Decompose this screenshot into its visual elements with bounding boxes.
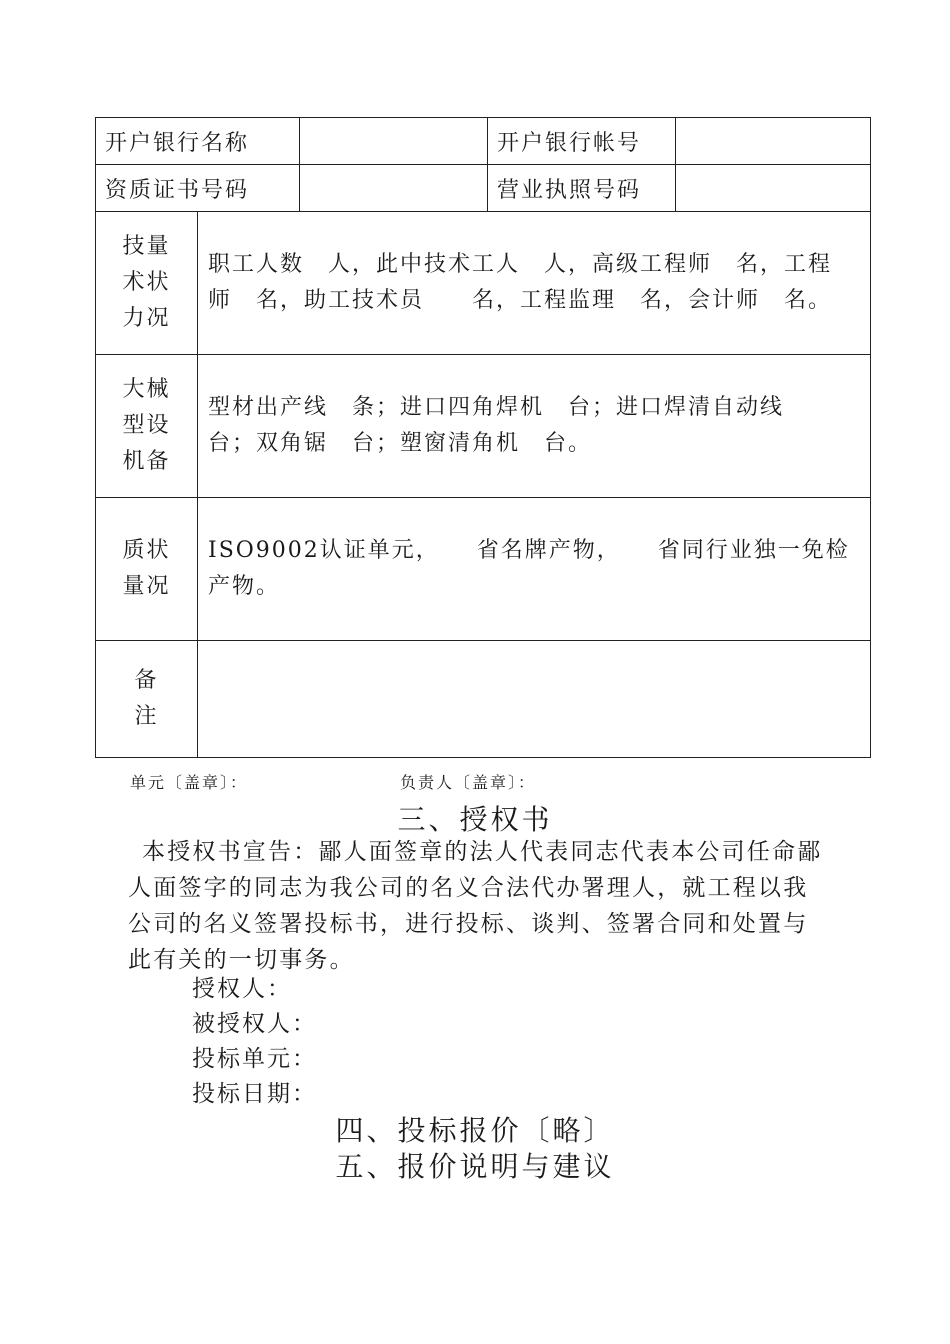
equipment-text: 型材出产线 条；进口四角焊机 台；进口焊清自动线 台；双角锯 台；塑窗清角机 台。 [198,355,871,498]
tech-strength-label [96,212,198,355]
company-info-table [95,117,871,758]
person-stamp-label: 负责人〔盖章〕： [400,773,537,792]
section-5-title: 五、报价说明与建议 [335,1150,615,1183]
license-no-label: 营业执照号码 [488,165,676,212]
authorization-fields [192,972,317,1112]
section-4-title: 四、投标报价〔略〕 [335,1114,615,1147]
quality-label-line: 质状 [122,538,171,563]
equipment-label-line: 大械 [122,377,171,402]
tech-label-line: 力况 [122,306,171,331]
table-row-remark [96,641,871,758]
unit-stamp-label: 单元〔盖章〕： [130,773,249,792]
quality-label [96,498,198,641]
authorized-person-field: 被授权人： [192,1011,317,1037]
cert-no-value [300,165,488,212]
remark-label-line: 注 [134,704,159,729]
remark-label-line: 备 [134,668,159,693]
bidding-unit-field: 投标单元： [192,1046,317,1072]
bidding-date-field: 投标日期： [192,1081,317,1107]
table-row-quality [96,498,871,641]
table-row-cert [96,165,871,212]
bank-name-label: 开户银行名称 [96,118,300,165]
authorization-body: 本授权书宣告：鄙人面签章的法人代表同志代表本公司任命鄙人面签字的同志为我公司的名义合法代办署理人，就工程以我公司的名义签署投标书，进行投标、谈判、签署合同和处置与此有关的一切事务。 [128,839,823,973]
quality-label-line: 量况 [122,574,171,599]
bank-account-label: 开户银行帐号 [488,118,676,165]
table-row-equipment [96,355,871,498]
remark-text [198,641,871,758]
bank-name-value [300,118,488,165]
cert-no-label: 资质证书号码 [96,165,300,212]
bank-account-value [676,118,871,165]
remark-label [96,641,198,758]
license-no-value [676,165,871,212]
table-row-bank [96,118,871,165]
authorizer-field: 授权人： [192,976,292,1002]
table-row-tech [96,212,871,355]
tech-label-line: 术状 [122,270,171,295]
quality-text: ISO9002认证单元， 省名牌产物， 省同行业独一免检产物。 [198,498,871,641]
section-3-title: 三、授权书 [397,803,553,836]
tech-strength-text: 职工人数 人，此中技术工人 人，高级工程师 名，工程师 名，助工技术员 名，工程监理 名，会计师 名。 [198,212,871,355]
equipment-label [96,355,198,498]
equipment-label-line: 机备 [122,449,171,474]
equipment-label-line: 型设 [122,413,171,438]
tech-label-line: 技量 [122,234,171,259]
